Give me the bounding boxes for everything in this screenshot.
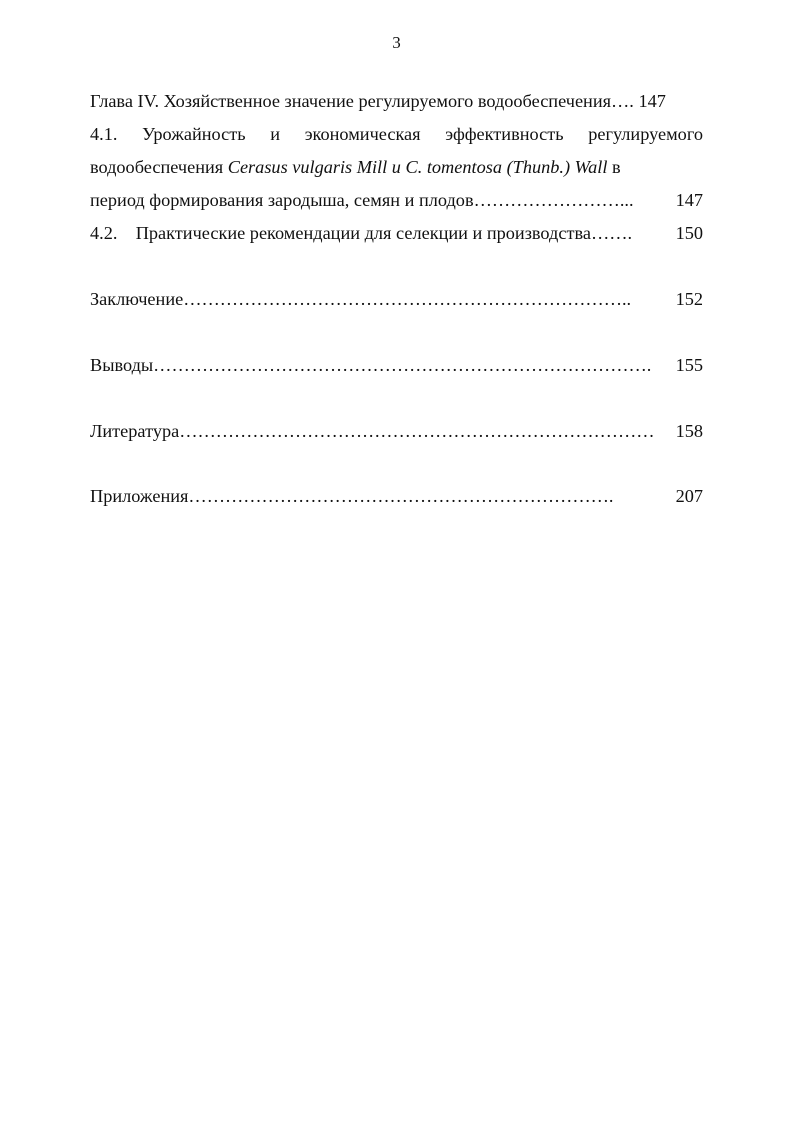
toc-entry-page: 147 [638,91,666,111]
section-number: 4.1. [90,124,118,144]
toc-entry-page: 147 [675,190,703,210]
toc-entry-page: 155 [675,355,703,375]
text: водообеспечения [90,157,228,177]
toc-entry-4-1-line-1 [90,123,703,145]
toc-entry-text: Практические рекомендации для селекции и производства……. [135,223,633,243]
text: в [607,157,621,177]
toc-entry-appendices [90,485,703,507]
page-number: 3 [392,33,401,52]
word: и [270,124,281,144]
toc-entry-literature [90,420,703,442]
toc-entry-text: Литература…………………………………………………………………… [90,421,655,441]
toc-entry-label [90,222,632,244]
section-number: 4.2. [90,223,118,243]
toc-entry-page: 207 [675,486,703,506]
toc-entry-page: 150 [675,223,703,243]
toc-entry-page: 158 [675,421,703,441]
word: эффективность [445,124,564,144]
toc-entry-text: Приложения……………………………………………………………. [90,486,614,506]
toc-entry-text: Выводы………………………………………………………………………. [90,355,652,375]
toc-entry-conclusion [90,288,703,310]
species-name: Cerasus vulgaris Mill [227,157,388,177]
toc-entry-findings [90,354,703,376]
word: регулируемого [588,124,704,144]
toc-entry-chapter-4 [90,90,703,112]
toc-entry-text: Заключение……………………………………………………………….. [90,289,632,309]
toc-entry-4-2 [90,222,703,244]
word: Урожайность [142,124,246,144]
toc-entry-text: период формирования зародыша, семян и плодов……………………... [90,190,634,210]
toc-entry-4-1-line-3 [90,189,703,211]
toc-entry-4-1-line-2 [90,156,703,178]
species-name: и C. tomentosa (Thunb.) Wall [391,157,608,177]
toc-entry-text: Глава IV. Хозяйственное значение регулируемого водообеспечения…. [90,91,634,111]
word: экономическая [304,124,421,144]
toc-entry-page: 152 [675,289,703,309]
